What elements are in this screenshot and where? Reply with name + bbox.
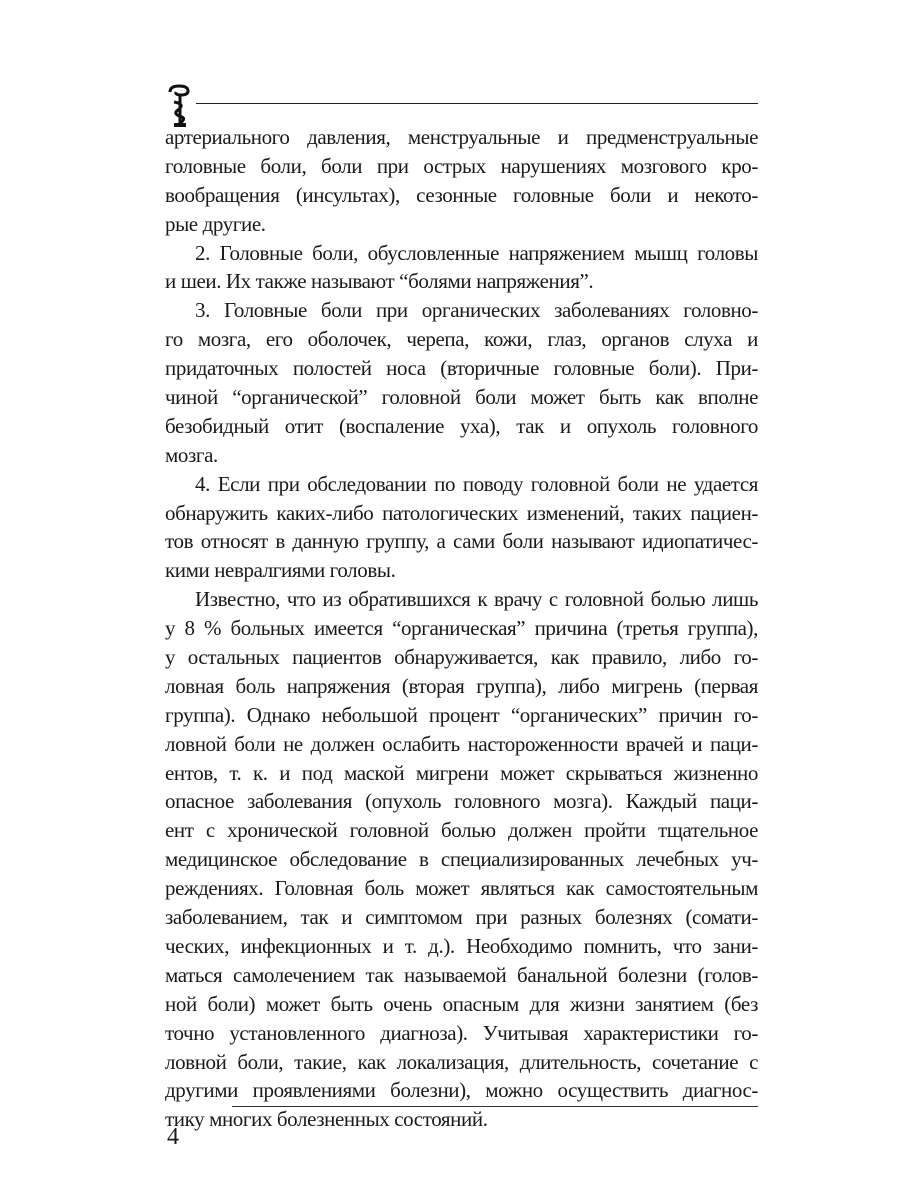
text-line: другими проявлениями болезни), можно осуществить диагнос- bbox=[165, 1078, 758, 1103]
text-line: 4. Если при обследовании по поводу головной боли не удается bbox=[195, 471, 758, 496]
text-line: ловной боли не должен ослабить настороженности врачей и паци- bbox=[165, 731, 758, 756]
text-line: и шеи. Их также называют “болями напряжения”. bbox=[165, 269, 594, 294]
text-line: ентов, т. к. и под маской мигрени может скрываться жизненно bbox=[165, 760, 758, 785]
text-line: тику многих болезненных состояний. bbox=[165, 1107, 488, 1132]
text-line: опасное заболевания (опухоль головного мозга). Каждый паци- bbox=[165, 789, 758, 814]
text-line: ловной боли, такие, как локализация, длительность, сочетание с bbox=[165, 1049, 758, 1074]
text-line: ент с хронической головной болью должен пройти тщательное bbox=[165, 818, 758, 843]
text-line: рые другие. bbox=[165, 211, 266, 236]
text-line: реждениях. Головная боль может являться как самостоятельным bbox=[165, 876, 758, 901]
text-line: маться самолечением так называемой банальной болезни (голов- bbox=[165, 962, 758, 987]
text-line: придаточных полостей носа (вторичные головные боли). При- bbox=[165, 356, 758, 381]
text-line: ловная боль напряжения (вторая группа), либо мигрень (первая bbox=[165, 673, 758, 698]
text-line: заболеванием, так и симптомом при разных болезнях (сомати- bbox=[165, 905, 758, 930]
text-line: у остальных пациентов обнаруживается, как правило, либо го- bbox=[165, 645, 758, 670]
text-line: вообращения (инсультах), сезонные головные боли и некото- bbox=[165, 182, 758, 207]
footer-rule bbox=[232, 1106, 758, 1107]
caduceus-icon bbox=[166, 84, 196, 128]
text-line: точно установленного диагноза). Учитывая характеристики го- bbox=[165, 1020, 758, 1045]
text-line: мозга. bbox=[165, 442, 218, 467]
paragraph bbox=[165, 470, 758, 586]
page-number: 4 bbox=[167, 1124, 179, 1150]
text-line: 3. Головные боли при органических заболеваниях головно- bbox=[195, 298, 758, 323]
text-line: группа). Однако небольшой процент “органических” причин го- bbox=[165, 702, 758, 727]
text-line: Известно, что из обратившихся к врачу с головной болью лишь bbox=[195, 587, 758, 612]
text-line: кими невралгиями головы. bbox=[165, 558, 396, 583]
header-rule bbox=[196, 103, 758, 104]
text-line: ческих, инфекционных и т. д.). Необходимо помнить, что зани- bbox=[165, 933, 758, 958]
text-line: обнаружить каких-либо патологических изменений, таких пациен- bbox=[165, 500, 758, 525]
paragraph bbox=[165, 239, 758, 297]
page-body-text bbox=[165, 123, 758, 1134]
text-line: артериального давления, менструальные и предменструальные bbox=[165, 125, 758, 149]
text-line: медицинское обследование в специализированных лечебных уч- bbox=[165, 847, 758, 872]
text-line: 2. Головные боли, обусловленные напряжением мышц головы bbox=[195, 240, 758, 265]
text-line: у 8 % больных имеется “органическая” причина (третья группа), bbox=[165, 616, 758, 641]
text-line: ной боли) может быть очень опасным для жизни занятием (без bbox=[165, 991, 758, 1016]
text-line: го мозга, его оболочек, черепа, кожи, глаз, органов слуха и bbox=[165, 327, 758, 352]
paragraph bbox=[165, 123, 758, 239]
paragraph bbox=[165, 296, 758, 469]
text-line: безобидный отит (воспаление уха), так и опухоль головного bbox=[165, 413, 758, 438]
paragraph bbox=[165, 585, 758, 1134]
text-line: тов относят в данную группу, а сами боли называют идиопатичес- bbox=[165, 529, 758, 554]
text-line: чиной “органической” головной боли может быть как вполне bbox=[165, 385, 758, 410]
text-line: головные боли, боли при острых нарушениях мозгового кро- bbox=[165, 153, 758, 178]
